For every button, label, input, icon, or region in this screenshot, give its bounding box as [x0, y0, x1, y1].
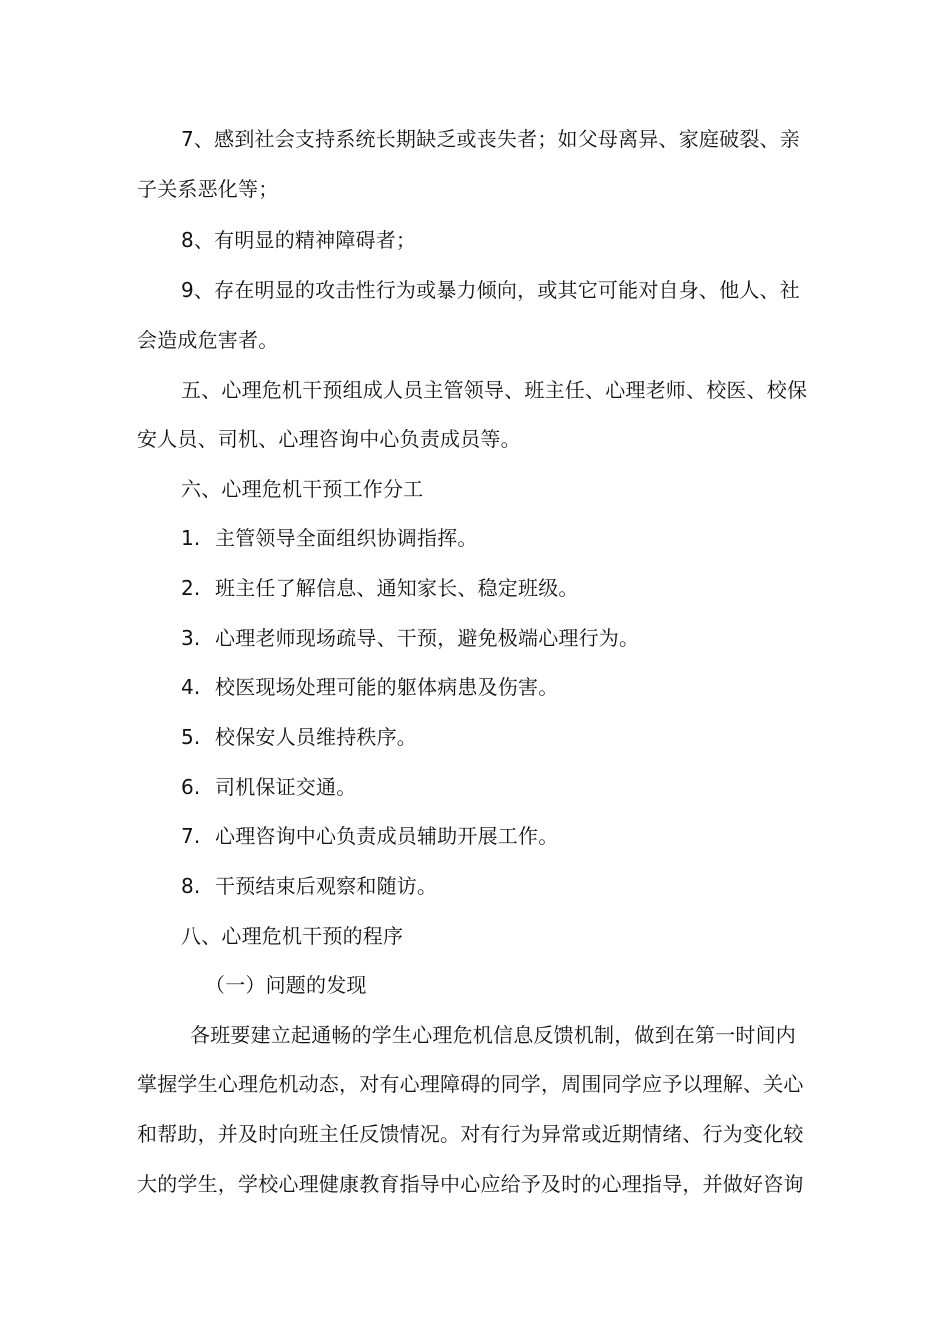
- duty-number: 7.: [181, 824, 201, 848]
- duty-number: 4.: [181, 675, 201, 699]
- duty-text: 校保安人员维持秩序。: [215, 725, 417, 749]
- paragraph-line-1: 各班要建立起通畅的学生心理危机信息反馈机制，做到在第一时间内: [190, 1023, 796, 1047]
- section-five-line-2: 安人员、司机、心理咨询中心负责成员等。: [137, 427, 521, 451]
- duty-item: [181, 872, 437, 900]
- subsection-heading: （一）问题的发现: [205, 973, 367, 997]
- section-five-line-1: 五、心理危机干预组成人员主管领导、班主任、心理老师、校医、校保: [181, 378, 808, 402]
- duty-item: [181, 524, 478, 552]
- item-7-line-1: 7、感到社会支持系统长期缺乏或丧失者；如父母离异、家庭破裂、亲: [181, 127, 800, 151]
- duty-text: 干预结束后观察和随访。: [215, 874, 438, 898]
- duty-number: 3.: [181, 626, 201, 650]
- item-9-line-1: 9、存在明显的攻击性行为或暴力倾向，或其它可能对自身、他人、社: [181, 278, 800, 302]
- duty-text: 心理老师现场疏导、干预，避免极端心理行为。: [215, 626, 640, 650]
- paragraph-line-2: 掌握学生心理危机动态，对有心理障碍的同学，周围同学应予以理解、关心: [137, 1072, 804, 1096]
- section-six-heading: 六、心理危机干预工作分工: [181, 477, 424, 501]
- duty-number: 6.: [181, 775, 201, 799]
- duty-item: [181, 624, 639, 652]
- duty-number: 8.: [181, 874, 201, 898]
- duty-number: 2.: [181, 576, 201, 600]
- duty-item: [181, 574, 579, 602]
- duty-item: [181, 673, 558, 701]
- duty-text: 班主任了解信息、通知家长、稳定班级。: [215, 576, 579, 600]
- duty-item: [181, 723, 417, 751]
- duty-text: 校医现场处理可能的躯体病患及伤害。: [215, 675, 559, 699]
- paragraph-line-3: 和帮助，并及时向班主任反馈情况。对有行为异常或近期情绪、行为变化较: [137, 1122, 804, 1146]
- duty-text: 司机保证交通。: [215, 775, 357, 799]
- section-eight-heading: 八、心理危机干预的程序: [181, 924, 404, 948]
- duty-number: 5.: [181, 725, 201, 749]
- item-7-line-2: 子关系恶化等；: [137, 177, 279, 201]
- duty-item: [181, 773, 356, 801]
- duty-text: 心理咨询中心负责成员辅助开展工作。: [215, 824, 559, 848]
- duty-item: [181, 822, 558, 850]
- item-9-line-2: 会造成危害者。: [137, 328, 279, 352]
- paragraph-line-4: 大的学生，学校心理健康教育指导中心应给予及时的心理指导，并做好咨询: [137, 1172, 804, 1196]
- duty-number: 1.: [181, 526, 201, 550]
- duty-text: 主管领导全面组织协调指挥。: [215, 526, 478, 550]
- item-8-line: 8、有明显的精神障碍者；: [181, 228, 417, 252]
